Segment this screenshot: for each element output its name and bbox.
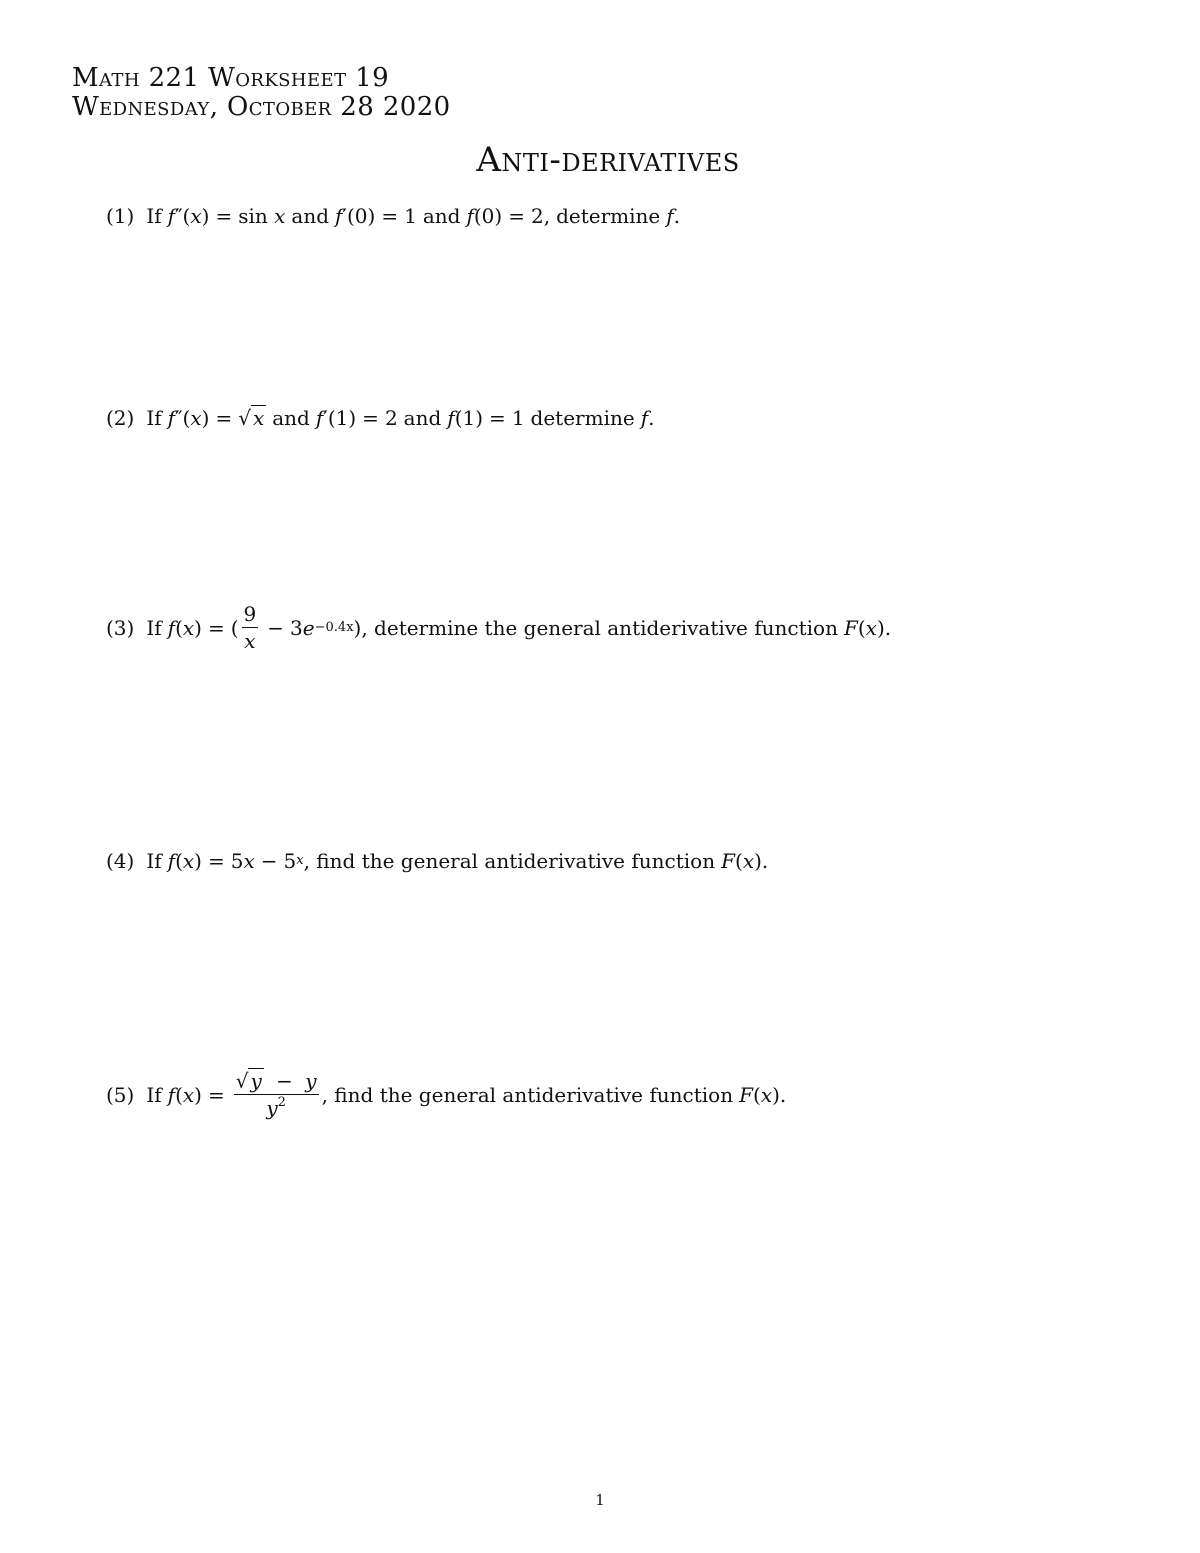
fraction: $\frac{9}{x}$ bbox=[243, 602, 257, 653]
problem-number: (3) bbox=[106, 615, 135, 640]
page-title: Anti-derivatives bbox=[476, 140, 740, 180]
problem-number: (2) bbox=[106, 406, 135, 430]
problem-number: (1) bbox=[106, 204, 135, 228]
worksheet-header bbox=[72, 64, 451, 122]
square-root: √ x bbox=[238, 406, 265, 430]
problem-2: (2) If f ″ ( x ) = √ x and f ′ ( 1 ) = 2 and f ( 1 ) = 1 determine f . bbox=[106, 406, 655, 430]
problem-4: (4) If f ( x ) = 5 x − 5 x , find the general antiderivative function F ( x ) . bbox=[106, 849, 769, 873]
problem-number: (4) bbox=[106, 849, 135, 873]
date-line: Wednesday, October 28 2020 bbox=[72, 92, 451, 122]
problem-1: (1) If f ″ ( x ) = sin x and f ′ ( 0 ) = 1 and f ( 0 ) = 2 , determine f . bbox=[106, 204, 680, 228]
page-number: 1 bbox=[595, 1491, 605, 1509]
square-root: √ y bbox=[235, 1069, 262, 1093]
course-line: Math 221 Worksheet 19 bbox=[72, 63, 390, 93]
problem-3: (3) If f ( x ) = ( $\frac{9}{x}$ − 3 e −0.4x ), determine the general antiderivative function F ( x ) . bbox=[106, 602, 892, 653]
problem-5: (5) If f ( x ) = $\frac{√ y - y}{y^2}$ , find the general antiderivative function F ( x ) . bbox=[106, 1069, 787, 1120]
fraction: $\frac{√ y - y}{y^2}$ bbox=[235, 1069, 317, 1120]
problem-number: (5) bbox=[106, 1082, 135, 1107]
